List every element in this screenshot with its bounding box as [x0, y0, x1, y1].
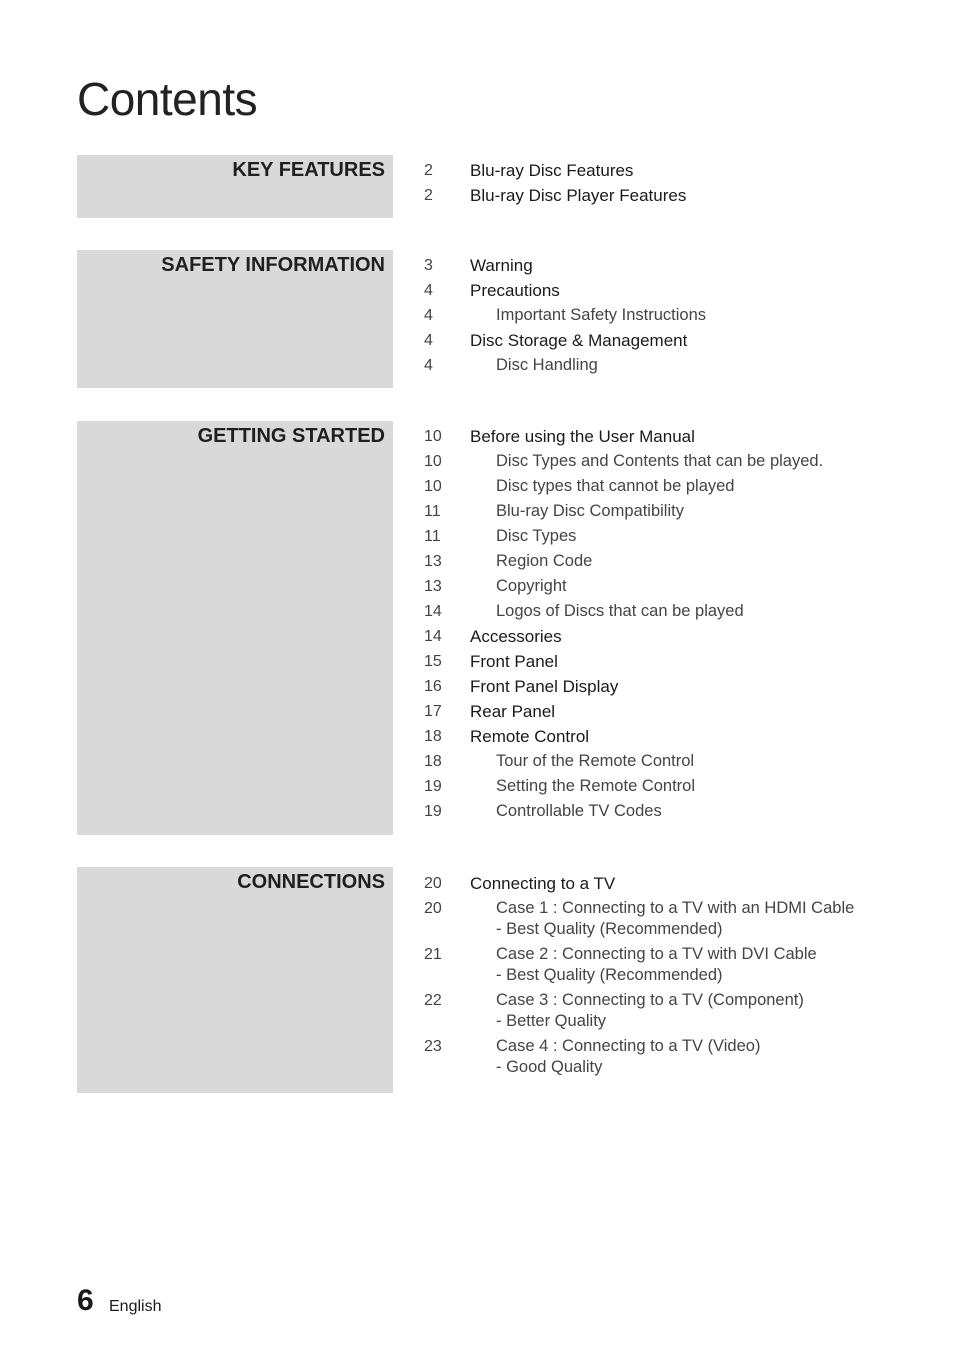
page-number: 4	[424, 282, 433, 299]
toc-entry[interactable]	[424, 355, 924, 380]
entry-text: Blu-ray Disc Player Features	[470, 186, 687, 205]
section-entries-getting-started	[424, 426, 924, 826]
entry-text: Blu-ray Disc Compatibility	[496, 502, 684, 520]
page-number: 14	[424, 603, 442, 620]
toc-entry[interactable]	[424, 305, 924, 330]
page-number: 21	[424, 946, 442, 963]
page-number: 13	[424, 578, 442, 595]
page-number: 4	[424, 307, 433, 324]
toc-entry[interactable]	[424, 1036, 924, 1082]
entry-text-block	[496, 990, 804, 1032]
footer-page-number: 6	[77, 1284, 94, 1317]
entry-text: Region Code	[496, 552, 593, 570]
page-number: 20	[424, 900, 442, 917]
entry-subtext: - Best Quality (Recommended)	[496, 920, 723, 938]
toc-entry[interactable]	[424, 801, 924, 826]
toc-entry[interactable]	[424, 701, 924, 726]
page-number: 10	[424, 478, 442, 495]
entry-subtext: - Better Quality	[496, 1012, 607, 1030]
entry-text: Rear Panel	[470, 702, 556, 721]
entry-text: Disc types that cannot be played	[496, 477, 735, 495]
page-number: 14	[424, 628, 442, 645]
entry-text-block	[496, 898, 854, 940]
entry-text: Precautions	[470, 281, 560, 300]
section-entries-safety-information	[424, 255, 924, 380]
toc-entry[interactable]	[424, 280, 924, 305]
toc-entry[interactable]	[424, 451, 924, 476]
page-number: 22	[424, 992, 442, 1009]
section-entries-key-features	[424, 160, 924, 210]
toc-entry[interactable]	[424, 776, 924, 801]
page-number: 17	[424, 703, 442, 720]
section-box-getting-started	[77, 421, 393, 835]
page-number: 15	[424, 653, 442, 670]
toc-entry[interactable]	[424, 676, 924, 701]
section-box-safety-information	[77, 250, 393, 388]
entry-text: Front Panel	[470, 652, 558, 671]
toc-entry[interactable]	[424, 501, 924, 526]
section-title: KEY FEATURES	[232, 159, 385, 181]
entry-text-block	[496, 944, 817, 986]
entry-text: Copyright	[496, 577, 567, 595]
section-title: GETTING STARTED	[197, 425, 385, 447]
toc-entry[interactable]	[424, 255, 924, 280]
page-number: 19	[424, 778, 442, 795]
page-title: Contents	[77, 73, 258, 125]
toc-entry[interactable]	[424, 990, 924, 1036]
entry-subtext: - Best Quality (Recommended)	[496, 966, 723, 984]
entry-text: Disc Storage & Management	[470, 331, 688, 350]
entry-text: Connecting to a TV	[470, 874, 616, 893]
toc-entry[interactable]	[424, 576, 924, 601]
toc-entry[interactable]	[424, 944, 924, 990]
page-number: 13	[424, 553, 442, 570]
toc-entry[interactable]	[424, 526, 924, 551]
page-number: 16	[424, 678, 442, 695]
page-number: 10	[424, 428, 442, 445]
entry-text: Blu-ray Disc Features	[470, 161, 634, 180]
section-box-key-features	[77, 155, 393, 218]
entry-text: Case 2 : Connecting to a TV with DVI Cable	[496, 945, 817, 963]
entry-text: Case 4 : Connecting to a TV (Video)	[496, 1037, 761, 1055]
section-box-connections	[77, 867, 393, 1093]
toc-entry[interactable]	[424, 160, 924, 185]
toc-entry[interactable]	[424, 898, 924, 944]
entry-subtext: - Good Quality	[496, 1058, 603, 1076]
entry-text: Controllable TV Codes	[496, 802, 662, 820]
entry-text: Remote Control	[470, 727, 590, 746]
page-number: 4	[424, 332, 433, 349]
page-number: 20	[424, 875, 442, 892]
page-number: 11	[424, 503, 441, 520]
toc-entry[interactable]	[424, 726, 924, 751]
page-number: 18	[424, 728, 442, 745]
entry-text: Accessories	[470, 627, 562, 646]
page-number: 2	[424, 187, 433, 204]
page-number: 3	[424, 257, 433, 274]
entry-text: Case 3 : Connecting to a TV (Component)	[496, 991, 804, 1009]
footer-language: English	[109, 1298, 162, 1315]
toc-entry[interactable]	[424, 551, 924, 576]
section-entries-connections	[424, 873, 924, 1082]
section-title: CONNECTIONS	[237, 871, 385, 893]
toc-entry[interactable]	[424, 601, 924, 626]
entry-text: Front Panel Display	[470, 677, 619, 696]
toc-entry[interactable]	[424, 626, 924, 651]
toc-entry[interactable]	[424, 651, 924, 676]
entry-text: Disc Types	[496, 527, 577, 545]
entry-text: Important Safety Instructions	[496, 306, 707, 324]
page-number: 23	[424, 1038, 442, 1055]
entry-text: Case 1 : Connecting to a TV with an HDMI Cable	[496, 899, 855, 917]
toc-entry[interactable]	[424, 185, 924, 210]
page-number: 19	[424, 803, 442, 820]
entry-text-block	[496, 1036, 760, 1078]
page-number: 4	[424, 357, 433, 374]
page-number: 10	[424, 453, 442, 470]
toc-entry[interactable]	[424, 476, 924, 501]
entry-text: Disc Types and Contents that can be played.	[496, 452, 824, 470]
page-number: 2	[424, 162, 433, 179]
entry-text: Warning	[470, 256, 533, 275]
toc-entry[interactable]	[424, 751, 924, 776]
entry-text: Before using the User Manual	[470, 427, 695, 446]
entry-text: Disc Handling	[496, 356, 598, 374]
entry-text: Setting the Remote Control	[496, 777, 696, 795]
page-number: 11	[424, 528, 441, 545]
toc-entry[interactable]	[424, 873, 924, 898]
toc-entry[interactable]	[424, 426, 924, 451]
entry-text: Tour of the Remote Control	[496, 752, 695, 770]
toc-entry[interactable]	[424, 330, 924, 355]
page-number: 18	[424, 753, 442, 770]
entry-text: Logos of Discs that can be played	[496, 602, 744, 620]
section-title: SAFETY INFORMATION	[161, 254, 385, 276]
